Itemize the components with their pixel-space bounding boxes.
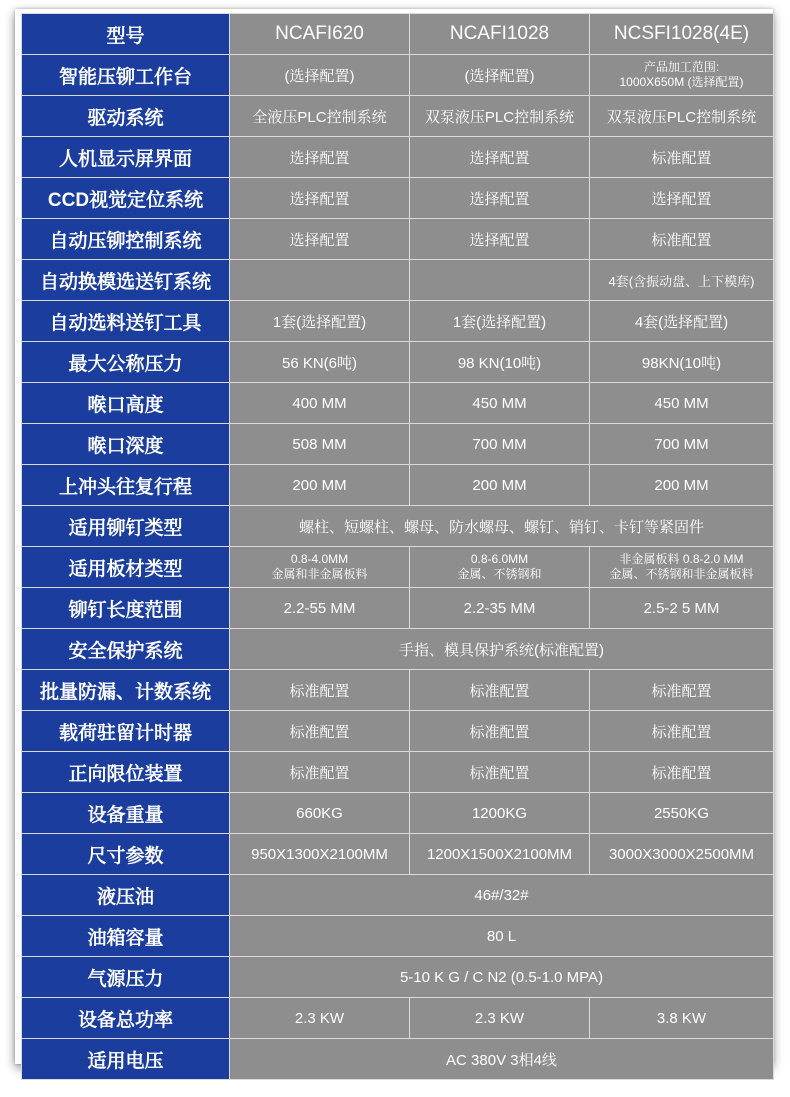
- spec-value-merged: 手指、模具保护系统(标准配置): [230, 629, 774, 670]
- spec-row: [22, 588, 774, 629]
- spec-value: 标准配置: [590, 752, 774, 793]
- spec-label: 气源压力: [22, 957, 230, 998]
- spec-label: 驱动系统: [22, 96, 230, 137]
- spec-value: 508 MM: [230, 424, 410, 465]
- spec-value: 2.5-2 5 MM: [590, 588, 774, 629]
- spec-value: 450 MM: [410, 383, 590, 424]
- spec-value: 标准配置: [590, 219, 774, 260]
- spec-value: 标准配置: [410, 752, 590, 793]
- spec-value: [230, 547, 410, 588]
- spec-value: 2.3 KW: [230, 998, 410, 1039]
- spec-row: [22, 629, 774, 670]
- spec-value-merged: 螺柱、短螺柱、螺母、防水螺母、螺钉、销钉、卡钉等紧固件: [230, 506, 774, 547]
- spec-row: [22, 670, 774, 711]
- spec-label: 上冲头往复行程: [22, 465, 230, 506]
- spec-value: 2.2-35 MM: [410, 588, 590, 629]
- spec-value: 选择配置: [230, 178, 410, 219]
- spec-row: [22, 834, 774, 875]
- spec-label: 自动压铆控制系统: [22, 219, 230, 260]
- spec-label: 自动换模选送钉系统: [22, 260, 230, 301]
- spec-value: 700 MM: [590, 424, 774, 465]
- spec-value: 标准配置: [590, 670, 774, 711]
- spec-row: [22, 506, 774, 547]
- model-name: NCAFI1028: [410, 14, 590, 55]
- spec-label: 尺寸参数: [22, 834, 230, 875]
- spec-value-line: 0.8-6.0MM: [470, 552, 529, 566]
- spec-row: [22, 875, 774, 916]
- spec-value-line: 金属、不锈钢和: [457, 567, 542, 581]
- spec-value-merged: 80 L: [230, 916, 774, 957]
- spec-row: [22, 342, 774, 383]
- spec-value: 标准配置: [410, 670, 590, 711]
- spec-value: 标准配置: [230, 711, 410, 752]
- spec-value: [410, 547, 590, 588]
- spec-label: 批量防漏、计数系统: [22, 670, 230, 711]
- spec-value: 660KG: [230, 793, 410, 834]
- spec-value: 2.3 KW: [410, 998, 590, 1039]
- spec-value: [590, 55, 774, 96]
- spec-value-line: 1000X650M (选择配置): [619, 75, 744, 89]
- spec-row: [22, 957, 774, 998]
- spec-value: 选择配置: [410, 137, 590, 178]
- spec-value: 400 MM: [230, 383, 410, 424]
- spec-label: 喉口深度: [22, 424, 230, 465]
- spec-value: 200 MM: [230, 465, 410, 506]
- spec-value: (选择配置): [410, 55, 590, 96]
- spec-row: [22, 383, 774, 424]
- spec-value: 450 MM: [590, 383, 774, 424]
- spec-value: 标准配置: [230, 670, 410, 711]
- spec-label: 设备总功率: [22, 998, 230, 1039]
- spec-label: 最大公称压力: [22, 342, 230, 383]
- spec-value-merged: 5-10 K G / C N2 (0.5-1.0 MPA): [230, 957, 774, 998]
- header-label: 型号: [22, 14, 230, 55]
- spec-label: 人机显示屏界面: [22, 137, 230, 178]
- spec-row: [22, 178, 774, 219]
- spec-label: 安全保护系统: [22, 629, 230, 670]
- spec-row: [22, 301, 774, 342]
- spec-table: [21, 13, 774, 1080]
- spec-value-line: 金属、不锈钢和非金属板料: [609, 567, 754, 581]
- spec-value: [410, 260, 590, 301]
- spec-row: [22, 96, 774, 137]
- spec-label: 油箱容量: [22, 916, 230, 957]
- spec-value: (选择配置): [230, 55, 410, 96]
- spec-value: 98KN(10吨): [590, 342, 774, 383]
- spec-value: 3000X3000X2500MM: [590, 834, 774, 875]
- spec-value: 200 MM: [590, 465, 774, 506]
- spec-value-merged: 46#/32#: [230, 875, 774, 916]
- spec-label: 铆钉长度范围: [22, 588, 230, 629]
- spec-value: 选择配置: [410, 178, 590, 219]
- spec-value: [590, 547, 774, 588]
- spec-value: 标准配置: [590, 711, 774, 752]
- spec-label: 适用电压: [22, 1039, 230, 1080]
- spec-value-merged: AC 380V 3相4线: [230, 1039, 774, 1080]
- spec-value: 700 MM: [410, 424, 590, 465]
- spec-value: 3.8 KW: [590, 998, 774, 1039]
- spec-label: 设备重量: [22, 793, 230, 834]
- spec-value-line: 产品加工范围:: [643, 60, 720, 74]
- spec-label: 适用板材类型: [22, 547, 230, 588]
- spec-value-line: 金属和非金属板料: [271, 567, 368, 581]
- spec-value: [230, 260, 410, 301]
- spec-label: 喉口高度: [22, 383, 230, 424]
- spec-row: [22, 260, 774, 301]
- spec-value: 标准配置: [230, 752, 410, 793]
- spec-row: [22, 137, 774, 178]
- model-name: NCAFI620: [230, 14, 410, 55]
- spec-value: 选择配置: [590, 178, 774, 219]
- spec-row: [22, 752, 774, 793]
- spec-value: 标准配置: [590, 137, 774, 178]
- header-row: [22, 14, 774, 55]
- spec-value: 98 KN(10吨): [410, 342, 590, 383]
- spec-value: 2550KG: [590, 793, 774, 834]
- spec-row: [22, 465, 774, 506]
- spec-value: 选择配置: [230, 137, 410, 178]
- spec-row: [22, 55, 774, 96]
- spec-value: 选择配置: [410, 219, 590, 260]
- spec-row: [22, 793, 774, 834]
- spec-row: [22, 424, 774, 465]
- spec-label: 自动选料送钉工具: [22, 301, 230, 342]
- spec-value: 1200X1500X2100MM: [410, 834, 590, 875]
- model-name: NCSFI1028(4E): [590, 14, 774, 55]
- spec-label: 载荷驻留计时器: [22, 711, 230, 752]
- spec-value: 950X1300X2100MM: [230, 834, 410, 875]
- spec-row: [22, 219, 774, 260]
- spec-label: 正向限位装置: [22, 752, 230, 793]
- spec-value: 4套(含振动盘、上下模库): [590, 260, 774, 301]
- spec-value: 标准配置: [410, 711, 590, 752]
- spec-value: 2.2-55 MM: [230, 588, 410, 629]
- spec-value-line: 0.8-4.0MM: [290, 552, 349, 566]
- spec-label: 智能压铆工作台: [22, 55, 230, 96]
- spec-row: [22, 1039, 774, 1080]
- spec-row: [22, 916, 774, 957]
- spec-value: 双泵液压PLC控制系统: [590, 96, 774, 137]
- spec-label: 液压油: [22, 875, 230, 916]
- spec-value: 1套(选择配置): [410, 301, 590, 342]
- spec-row: [22, 998, 774, 1039]
- spec-value: 双泵液压PLC控制系统: [410, 96, 590, 137]
- spec-value: 4套(选择配置): [590, 301, 774, 342]
- spec-value-line: 非金属板料 0.8-2.0 MM: [619, 552, 744, 566]
- spec-value: 56 KN(6吨): [230, 342, 410, 383]
- spec-row: [22, 711, 774, 752]
- spec-value: 1200KG: [410, 793, 590, 834]
- spec-value: 200 MM: [410, 465, 590, 506]
- spec-value: 选择配置: [230, 219, 410, 260]
- spec-value: 1套(选择配置): [230, 301, 410, 342]
- spec-label: 适用铆钉类型: [22, 506, 230, 547]
- spec-row: [22, 547, 774, 588]
- spec-table-body: [22, 14, 774, 1080]
- spec-value: 全液压PLC控制系统: [230, 96, 410, 137]
- spec-label: CCD视觉定位系统: [22, 178, 230, 219]
